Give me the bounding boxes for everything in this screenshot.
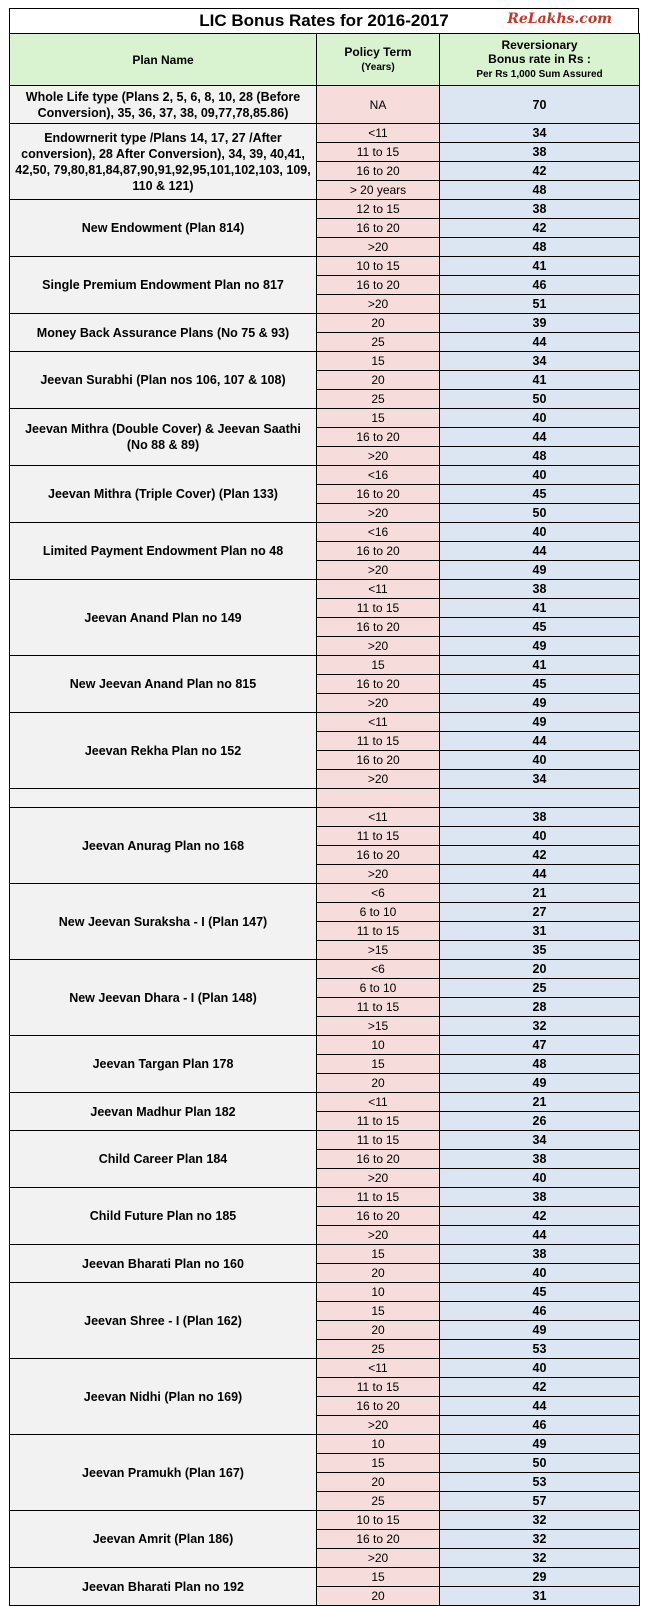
policy-term-cell: > 20 years [317, 181, 440, 200]
policy-term-cell: 11 to 15 [317, 143, 440, 162]
table-row [10, 789, 640, 808]
table-row [10, 200, 640, 219]
policy-term-cell: 20 [317, 1264, 440, 1283]
header-row [10, 34, 640, 86]
bonus-rate-cell: 51 [440, 295, 640, 314]
plan-name-cell: Jeevan Madhur Plan 182 [10, 1093, 317, 1131]
bonus-rate-cell: 26 [440, 1112, 640, 1131]
bonus-rate-cell: 34 [440, 352, 640, 371]
policy-term-cell: 16 to 20 [317, 1530, 440, 1549]
table-row [10, 523, 640, 542]
plan-name-cell: Money Back Assurance Plans (No 75 & 93) [10, 314, 317, 352]
policy-term-cell: 11 to 15 [317, 1378, 440, 1397]
table-row [10, 1568, 640, 1587]
plan-name-cell: Child Career Plan 184 [10, 1131, 317, 1188]
policy-term-cell: 16 to 20 [317, 675, 440, 694]
table-row [10, 1435, 640, 1454]
bonus-rate-cell: 27 [440, 903, 640, 922]
bonus-rate-cell: 41 [440, 371, 640, 390]
plan-name-cell: Jeevan Amrit (Plan 186) [10, 1511, 317, 1568]
bonus-rate-cell: 42 [440, 219, 640, 238]
policy-term-cell: >15 [317, 941, 440, 960]
plan-name-cell: Jeevan Mithra (Double Cover) & Jeevan Saathi (No 88 & 89) [10, 409, 317, 466]
plan-name-cell: Endowrnerit type /Plans 14, 17, 27 /After conversion), 28 After Conversion), 34, 39, 40,41, 42,50, 79,80,81,84,87,90,91,92,95,101,102,103, 109, 110 & 121) [10, 124, 317, 200]
table-row [10, 257, 640, 276]
policy-term-cell: >20 [317, 865, 440, 884]
bonus-rate-cell: 49 [440, 1435, 640, 1454]
policy-term-cell: >20 [317, 637, 440, 656]
plan-name-cell: New Jeevan Anand Plan no 815 [10, 656, 317, 713]
bonus-rate-cell: 42 [440, 846, 640, 865]
bonus-rate-cell: 31 [440, 922, 640, 941]
bonus-rate-cell: 44 [440, 865, 640, 884]
policy-term-cell: <6 [317, 960, 440, 979]
bonus-rate-cell [440, 789, 640, 808]
policy-term-cell: 11 to 15 [317, 1112, 440, 1131]
policy-term-cell: >20 [317, 1416, 440, 1435]
policy-term-cell: 11 to 15 [317, 922, 440, 941]
policy-term-cell: 11 to 15 [317, 1188, 440, 1207]
plan-name-cell: Limited Payment Endowment Plan no 48 [10, 523, 317, 580]
policy-term-cell: >20 [317, 238, 440, 257]
policy-term-cell: 16 to 20 [317, 485, 440, 504]
plan-name-cell: New Endowment (Plan 814) [10, 200, 317, 257]
plan-name-cell: Single Premium Endowment Plan no 817 [10, 257, 317, 314]
bonus-rate-cell: 35 [440, 941, 640, 960]
policy-term-cell: 16 to 20 [317, 846, 440, 865]
table-row [10, 1131, 640, 1150]
plan-name-cell: Jeevan Pramukh (Plan 167) [10, 1435, 317, 1511]
policy-term-cell: 16 to 20 [317, 219, 440, 238]
bonus-rates-sheet [9, 8, 639, 1606]
header-plan-name: Plan Name [10, 34, 317, 86]
bonus-rate-cell: 40 [440, 751, 640, 770]
policy-term-cell: 12 to 15 [317, 200, 440, 219]
plan-name-cell: New Jeevan Dhara - I (Plan 148) [10, 960, 317, 1036]
bonus-rate-cell: 44 [440, 1397, 640, 1416]
table-row [10, 656, 640, 675]
table-row [10, 1511, 640, 1530]
table-body [10, 86, 640, 1606]
bonus-rate-cell: 49 [440, 694, 640, 713]
policy-term-cell: 10 to 15 [317, 1511, 440, 1530]
table-row [10, 960, 640, 979]
policy-term-cell: 15 [317, 1568, 440, 1587]
policy-term-cell: 6 to 10 [317, 979, 440, 998]
bonus-rate-cell: 44 [440, 428, 640, 447]
plan-name-cell: Jeevan Bharati Plan no 160 [10, 1245, 317, 1283]
bonus-rate-cell: 38 [440, 143, 640, 162]
header-bonus-rate: Reversionary Bonus rate in Rs : Per Rs 1,000 Sum Assured [440, 34, 640, 86]
plan-name-cell: Jeevan Anand Plan no 149 [10, 580, 317, 656]
bonus-rate-cell: 31 [440, 1587, 640, 1606]
bonus-rate-cell: 44 [440, 732, 640, 751]
table-row [10, 808, 640, 827]
bonus-rate-cell: 34 [440, 124, 640, 143]
policy-term-cell: <16 [317, 466, 440, 485]
bonus-rate-cell: 32 [440, 1511, 640, 1530]
table-row [10, 466, 640, 485]
bonus-rate-cell: 45 [440, 1283, 640, 1302]
policy-term-cell: <11 [317, 1359, 440, 1378]
plan-name-cell: Jeevan Nidhi (Plan no 169) [10, 1359, 317, 1435]
bonus-rate-cell: 48 [440, 1055, 640, 1074]
header-policy-term: Policy Term (Years) [317, 34, 440, 86]
bonus-rate-cell: 49 [440, 1321, 640, 1340]
policy-term-cell: >20 [317, 770, 440, 789]
plan-name-cell: Whole Life type (Plans 2, 5, 6, 8, 10, 28 (Before Conversion), 35, 36, 37, 38, 09,77,78,85.86) [10, 86, 317, 124]
policy-term-cell: <11 [317, 580, 440, 599]
plan-name-cell: Jeevan Surabhi (Plan nos 106, 107 & 108) [10, 352, 317, 409]
plan-name-cell: Jeevan Shree - I (Plan 162) [10, 1283, 317, 1359]
bonus-rate-cell: 38 [440, 200, 640, 219]
bonus-rate-cell: 21 [440, 1093, 640, 1112]
bonus-rate-cell: 25 [440, 979, 640, 998]
bonus-rate-cell: 40 [440, 827, 640, 846]
table-row [10, 1359, 640, 1378]
policy-term-cell: >15 [317, 1017, 440, 1036]
bonus-rate-cell: 32 [440, 1530, 640, 1549]
bonus-rate-cell: 32 [440, 1549, 640, 1568]
bonus-rate-cell: 50 [440, 390, 640, 409]
policy-term-cell: 10 [317, 1036, 440, 1055]
bonus-rate-cell: 32 [440, 1017, 640, 1036]
bonus-rate-cell: 49 [440, 637, 640, 656]
table-row [10, 86, 640, 124]
table-row [10, 884, 640, 903]
policy-term-cell: >20 [317, 1169, 440, 1188]
policy-term-cell: >20 [317, 295, 440, 314]
policy-term-cell: 11 to 15 [317, 732, 440, 751]
policy-term-cell: 16 to 20 [317, 1150, 440, 1169]
bonus-rate-cell: 42 [440, 1378, 640, 1397]
table-row [10, 124, 640, 143]
plan-name-cell: Jeevan Rekha Plan no 152 [10, 713, 317, 789]
bonus-rate-cell: 38 [440, 1188, 640, 1207]
bonus-rate-cell: 40 [440, 1359, 640, 1378]
policy-term-cell: 10 to 15 [317, 257, 440, 276]
policy-term-cell: 15 [317, 656, 440, 675]
policy-term-cell: 6 to 10 [317, 903, 440, 922]
bonus-rate-cell: 40 [440, 523, 640, 542]
policy-term-cell: 16 to 20 [317, 276, 440, 295]
policy-term-cell: <16 [317, 523, 440, 542]
table-row [10, 314, 640, 333]
bonus-rate-cell: 38 [440, 808, 640, 827]
table-row [10, 1188, 640, 1207]
policy-term-cell [317, 789, 440, 808]
bonus-rate-cell: 44 [440, 333, 640, 352]
plan-name-cell: Jeevan Anurag Plan no 168 [10, 808, 317, 884]
bonus-rate-cell: 38 [440, 1245, 640, 1264]
bonus-rate-cell: 45 [440, 675, 640, 694]
policy-term-cell: 15 [317, 1245, 440, 1264]
policy-term-cell: 20 [317, 371, 440, 390]
policy-term-cell: 20 [317, 1473, 440, 1492]
policy-term-cell: 20 [317, 1074, 440, 1093]
bonus-rate-cell: 46 [440, 1416, 640, 1435]
bonus-rate-cell: 20 [440, 960, 640, 979]
policy-term-cell: >20 [317, 1549, 440, 1568]
policy-term-cell: <11 [317, 713, 440, 732]
policy-term-cell: 15 [317, 409, 440, 428]
table-row [10, 580, 640, 599]
bonus-rate-cell: 44 [440, 1226, 640, 1245]
bonus-rate-cell: 45 [440, 485, 640, 504]
table-row [10, 1036, 640, 1055]
bonus-rate-cell: 34 [440, 770, 640, 789]
policy-term-cell: 20 [317, 314, 440, 333]
bonus-rate-cell: 21 [440, 884, 640, 903]
policy-term-cell: 11 to 15 [317, 1131, 440, 1150]
policy-term-cell: 11 to 15 [317, 827, 440, 846]
bonus-rate-cell: 38 [440, 1150, 640, 1169]
page-title: LIC Bonus Rates for 2016-2017 [199, 11, 449, 30]
bonus-rate-cell: 42 [440, 162, 640, 181]
bonus-rate-cell: 70 [440, 86, 640, 124]
bonus-rate-cell: 53 [440, 1473, 640, 1492]
policy-term-cell: >20 [317, 561, 440, 580]
bonus-rate-cell: 38 [440, 580, 640, 599]
bonus-rate-cell: 49 [440, 1074, 640, 1093]
policy-term-cell: <11 [317, 808, 440, 827]
policy-term-cell: NA [317, 86, 440, 124]
bonus-rate-cell: 40 [440, 409, 640, 428]
policy-term-cell: 15 [317, 1055, 440, 1074]
policy-term-cell: 15 [317, 1454, 440, 1473]
policy-term-cell: 10 [317, 1435, 440, 1454]
plan-name-cell [10, 789, 317, 808]
bonus-rate-cell: 34 [440, 1131, 640, 1150]
policy-term-cell: 16 to 20 [317, 1397, 440, 1416]
policy-term-cell: <11 [317, 124, 440, 143]
table-row [10, 1093, 640, 1112]
policy-term-cell: 16 to 20 [317, 428, 440, 447]
policy-term-cell: 25 [317, 1340, 440, 1359]
bonus-rate-cell: 28 [440, 998, 640, 1017]
bonus-rate-cell: 50 [440, 504, 640, 523]
bonus-rate-cell: 47 [440, 1036, 640, 1055]
plan-name-cell: Jeevan Targan Plan 178 [10, 1036, 317, 1093]
table-row [10, 409, 640, 428]
policy-term-cell: >20 [317, 504, 440, 523]
policy-term-cell: 15 [317, 1302, 440, 1321]
policy-term-cell: 16 to 20 [317, 162, 440, 181]
policy-term-cell: 11 to 15 [317, 599, 440, 618]
bonus-rate-cell: 48 [440, 181, 640, 200]
policy-term-cell: 16 to 20 [317, 751, 440, 770]
table-row [10, 713, 640, 732]
bonus-rate-cell: 41 [440, 656, 640, 675]
policy-term-cell: <11 [317, 1093, 440, 1112]
policy-term-cell: <6 [317, 884, 440, 903]
policy-term-cell: 10 [317, 1283, 440, 1302]
bonus-rate-cell: 57 [440, 1492, 640, 1511]
policy-term-cell: 25 [317, 1492, 440, 1511]
bonus-rate-cell: 46 [440, 1302, 640, 1321]
brand-logo: ReLakhs.com [507, 11, 612, 27]
plan-name-cell: Jeevan Mithra (Triple Cover) (Plan 133) [10, 466, 317, 523]
bonus-rate-cell: 41 [440, 257, 640, 276]
table-row [10, 1283, 640, 1302]
bonus-rate-cell: 48 [440, 238, 640, 257]
policy-term-cell: 16 to 20 [317, 1207, 440, 1226]
bonus-rate-cell: 29 [440, 1568, 640, 1587]
plan-name-cell: New Jeevan Suraksha - I (Plan 147) [10, 884, 317, 960]
table-row [10, 352, 640, 371]
bonus-rate-cell: 39 [440, 314, 640, 333]
bonus-rate-cell: 44 [440, 542, 640, 561]
bonus-rate-cell: 40 [440, 1264, 640, 1283]
policy-term-cell: >20 [317, 447, 440, 466]
bonus-rate-cell: 48 [440, 447, 640, 466]
policy-term-cell: 20 [317, 1321, 440, 1340]
bonus-rate-cell: 42 [440, 1207, 640, 1226]
bonus-rate-cell: 40 [440, 1169, 640, 1188]
policy-term-cell: 16 to 20 [317, 542, 440, 561]
bonus-rate-cell: 45 [440, 618, 640, 637]
bonus-rates-table [9, 33, 640, 1606]
policy-term-cell: 25 [317, 333, 440, 352]
policy-term-cell: >20 [317, 694, 440, 713]
policy-term-cell: 15 [317, 352, 440, 371]
bonus-rate-cell: 40 [440, 466, 640, 485]
table-row [10, 1245, 640, 1264]
bonus-rate-cell: 53 [440, 1340, 640, 1359]
bonus-rate-cell: 49 [440, 713, 640, 732]
policy-term-cell: 25 [317, 390, 440, 409]
policy-term-cell: 20 [317, 1587, 440, 1606]
bonus-rate-cell: 50 [440, 1454, 640, 1473]
policy-term-cell: >20 [317, 1226, 440, 1245]
bonus-rate-cell: 46 [440, 276, 640, 295]
title-bar [9, 8, 639, 33]
plan-name-cell: Child Future Plan no 185 [10, 1188, 317, 1245]
bonus-rate-cell: 41 [440, 599, 640, 618]
plan-name-cell: Jeevan Bharati Plan no 192 [10, 1568, 317, 1606]
policy-term-cell: 16 to 20 [317, 618, 440, 637]
policy-term-cell: 11 to 15 [317, 998, 440, 1017]
bonus-rate-cell: 49 [440, 561, 640, 580]
